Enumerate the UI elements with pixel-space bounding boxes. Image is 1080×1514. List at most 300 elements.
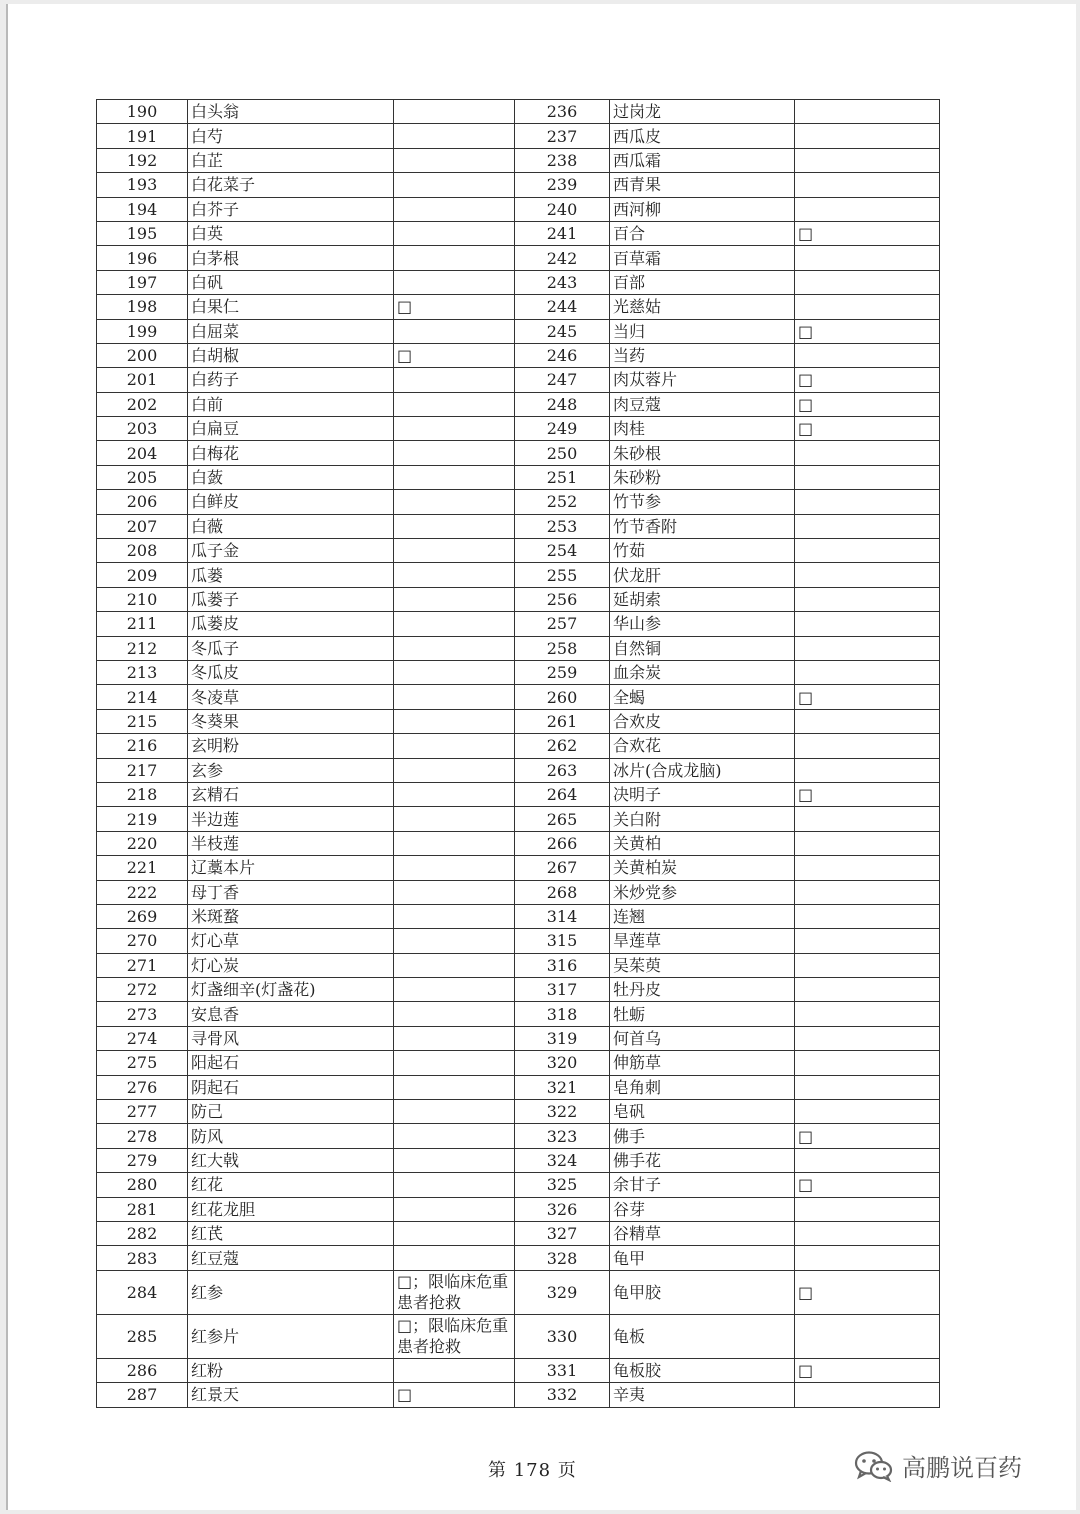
medicine-name: 瓜蒌皮 bbox=[188, 612, 394, 636]
medicine-name: 华山参 bbox=[610, 612, 795, 636]
item-number: 222 bbox=[97, 880, 188, 904]
table-row bbox=[97, 856, 940, 880]
medicine-name: 余甘子 bbox=[610, 1173, 795, 1197]
table-row bbox=[97, 1051, 940, 1075]
medicine-name: 白屈菜 bbox=[188, 319, 394, 343]
item-number: 281 bbox=[97, 1197, 188, 1221]
item-number: 258 bbox=[515, 636, 610, 660]
note-cell bbox=[795, 831, 940, 855]
medicine-name: 皂矾 bbox=[610, 1100, 795, 1124]
medicine-name: 牡丹皮 bbox=[610, 978, 795, 1002]
note-cell bbox=[795, 514, 940, 538]
medicine-name: 寻骨风 bbox=[188, 1026, 394, 1050]
medicine-name: 瓜蒌子 bbox=[188, 587, 394, 611]
table-row bbox=[97, 173, 940, 197]
item-number: 259 bbox=[515, 660, 610, 684]
note-cell: □ bbox=[394, 295, 515, 319]
medicine-name: 白胡椒 bbox=[188, 343, 394, 367]
table-row bbox=[97, 197, 940, 221]
item-number: 215 bbox=[97, 709, 188, 733]
item-number: 209 bbox=[97, 563, 188, 587]
item-number: 210 bbox=[97, 587, 188, 611]
medicine-name: 白鲜皮 bbox=[188, 490, 394, 514]
medicine-name: 关白附 bbox=[610, 807, 795, 831]
item-number: 322 bbox=[515, 1100, 610, 1124]
item-number: 279 bbox=[97, 1148, 188, 1172]
note-cell bbox=[795, 807, 940, 831]
note-cell bbox=[394, 1221, 515, 1245]
note-cell bbox=[394, 636, 515, 660]
table-row bbox=[97, 1221, 940, 1245]
medicine-name: 过岗龙 bbox=[610, 100, 795, 124]
item-number: 198 bbox=[97, 295, 188, 319]
note-cell bbox=[795, 465, 940, 489]
note-cell bbox=[795, 1148, 940, 1172]
item-number: 275 bbox=[97, 1051, 188, 1075]
note-cell: □ bbox=[795, 368, 940, 392]
note-cell bbox=[795, 734, 940, 758]
table-row bbox=[97, 295, 940, 319]
table-row bbox=[97, 1002, 940, 1026]
medicine-name: 灯盏细辛(灯盏花) bbox=[188, 978, 394, 1002]
note-cell bbox=[394, 441, 515, 465]
medicine-name: 米斑蝥 bbox=[188, 904, 394, 928]
medicine-name: 安息香 bbox=[188, 1002, 394, 1026]
note-cell bbox=[795, 758, 940, 782]
item-number: 271 bbox=[97, 953, 188, 977]
table-row bbox=[97, 1383, 940, 1407]
note-cell bbox=[394, 465, 515, 489]
table-row bbox=[97, 221, 940, 245]
note-cell bbox=[394, 953, 515, 977]
table-row bbox=[97, 100, 940, 124]
item-number: 264 bbox=[515, 782, 610, 806]
note-cell bbox=[795, 1246, 940, 1270]
item-number: 268 bbox=[515, 880, 610, 904]
note-cell bbox=[795, 124, 940, 148]
item-number: 274 bbox=[97, 1026, 188, 1050]
medicine-name: 冰片(合成龙脑) bbox=[610, 758, 795, 782]
table-row bbox=[97, 1314, 940, 1358]
note-cell bbox=[795, 539, 940, 563]
item-number: 325 bbox=[515, 1173, 610, 1197]
note-cell bbox=[394, 807, 515, 831]
table-row bbox=[97, 490, 940, 514]
item-number: 237 bbox=[515, 124, 610, 148]
table-row bbox=[97, 1100, 940, 1124]
note-cell bbox=[795, 612, 940, 636]
table-row bbox=[97, 978, 940, 1002]
wechat-icon bbox=[854, 1450, 894, 1482]
medicine-name: 白薇 bbox=[188, 514, 394, 538]
item-number: 265 bbox=[515, 807, 610, 831]
medicine-name: 延胡索 bbox=[610, 587, 795, 611]
item-number: 282 bbox=[97, 1221, 188, 1245]
item-number: 278 bbox=[97, 1124, 188, 1148]
note-cell bbox=[795, 660, 940, 684]
item-number: 238 bbox=[515, 148, 610, 172]
item-number: 248 bbox=[515, 392, 610, 416]
note-cell bbox=[394, 1075, 515, 1099]
note-cell bbox=[394, 319, 515, 343]
medicine-name: 朱砂根 bbox=[610, 441, 795, 465]
item-number: 256 bbox=[515, 587, 610, 611]
medicine-name: 龟甲 bbox=[610, 1246, 795, 1270]
medicine-name: 竹茹 bbox=[610, 539, 795, 563]
note-cell: □ bbox=[795, 392, 940, 416]
medicine-name: 冬瓜子 bbox=[188, 636, 394, 660]
table-row bbox=[97, 124, 940, 148]
note-cell bbox=[795, 197, 940, 221]
table-row bbox=[97, 563, 940, 587]
note-cell bbox=[795, 929, 940, 953]
table-row bbox=[97, 782, 940, 806]
medicine-name: 朱砂粉 bbox=[610, 465, 795, 489]
note-cell bbox=[394, 1051, 515, 1075]
watermark bbox=[854, 1448, 1022, 1483]
note-cell bbox=[394, 1002, 515, 1026]
medicine-name: 白芥子 bbox=[188, 197, 394, 221]
table-row bbox=[97, 660, 940, 684]
item-number: 221 bbox=[97, 856, 188, 880]
table-row bbox=[97, 1358, 940, 1382]
note-cell bbox=[795, 978, 940, 1002]
note-cell bbox=[394, 929, 515, 953]
note-cell bbox=[795, 1075, 940, 1099]
note-cell bbox=[795, 880, 940, 904]
medicine-name: 红豆蔻 bbox=[188, 1246, 394, 1270]
table-row bbox=[97, 441, 940, 465]
item-number: 261 bbox=[515, 709, 610, 733]
medicine-name: 谷芽 bbox=[610, 1197, 795, 1221]
medicine-name: 母丁香 bbox=[188, 880, 394, 904]
table-row bbox=[97, 1270, 940, 1314]
note-cell bbox=[394, 1148, 515, 1172]
medicine-name: 肉桂 bbox=[610, 417, 795, 441]
note-cell bbox=[394, 1197, 515, 1221]
item-number: 321 bbox=[515, 1075, 610, 1099]
table-row bbox=[97, 1246, 940, 1270]
medicine-name: 红粉 bbox=[188, 1358, 394, 1382]
table-row bbox=[97, 270, 940, 294]
medicine-name: 竹节参 bbox=[610, 490, 795, 514]
note-cell bbox=[394, 978, 515, 1002]
item-number: 196 bbox=[97, 246, 188, 270]
medicine-name: 伸筋草 bbox=[610, 1051, 795, 1075]
note-cell bbox=[795, 343, 940, 367]
medicine-name: 肉豆蔻 bbox=[610, 392, 795, 416]
table-row bbox=[97, 953, 940, 977]
note-cell bbox=[795, 246, 940, 270]
item-number: 331 bbox=[515, 1358, 610, 1382]
medicine-name: 百部 bbox=[610, 270, 795, 294]
item-number: 267 bbox=[515, 856, 610, 880]
note-cell bbox=[795, 148, 940, 172]
item-number: 255 bbox=[515, 563, 610, 587]
medicine-name: 红大戟 bbox=[188, 1148, 394, 1172]
note-cell bbox=[394, 539, 515, 563]
item-number: 273 bbox=[97, 1002, 188, 1026]
note-cell: □ bbox=[795, 1124, 940, 1148]
table-row bbox=[97, 368, 940, 392]
item-number: 211 bbox=[97, 612, 188, 636]
item-number: 192 bbox=[97, 148, 188, 172]
medicine-name: 玄参 bbox=[188, 758, 394, 782]
medicine-name: 辽藁本片 bbox=[188, 856, 394, 880]
note-cell bbox=[795, 953, 940, 977]
item-number: 240 bbox=[515, 197, 610, 221]
item-number: 251 bbox=[515, 465, 610, 489]
item-number: 203 bbox=[97, 417, 188, 441]
note-cell bbox=[394, 1173, 515, 1197]
medicine-name: 关黄柏 bbox=[610, 831, 795, 855]
medicine-name: 阳起石 bbox=[188, 1051, 394, 1075]
item-number: 276 bbox=[97, 1075, 188, 1099]
item-number: 194 bbox=[97, 197, 188, 221]
item-number: 327 bbox=[515, 1221, 610, 1245]
table-row bbox=[97, 1026, 940, 1050]
medicine-name: 血余炭 bbox=[610, 660, 795, 684]
medicine-name: 谷精草 bbox=[610, 1221, 795, 1245]
medicine-name: 佛手 bbox=[610, 1124, 795, 1148]
medicine-name: 玄精石 bbox=[188, 782, 394, 806]
note-cell bbox=[394, 782, 515, 806]
medicine-name: 冬凌草 bbox=[188, 685, 394, 709]
table-row bbox=[97, 539, 940, 563]
medicine-name: 白英 bbox=[188, 221, 394, 245]
medicine-name: 冬瓜皮 bbox=[188, 660, 394, 684]
table-row bbox=[97, 904, 940, 928]
item-number: 263 bbox=[515, 758, 610, 782]
item-number: 318 bbox=[515, 1002, 610, 1026]
medicine-name: 红参片 bbox=[188, 1314, 394, 1358]
medicine-name: 半边莲 bbox=[188, 807, 394, 831]
medicine-name: 西瓜霜 bbox=[610, 148, 795, 172]
note-cell bbox=[394, 587, 515, 611]
medicine-name: 竹节香附 bbox=[610, 514, 795, 538]
item-number: 330 bbox=[515, 1314, 610, 1358]
note-cell bbox=[795, 1100, 940, 1124]
medicine-name: 全蝎 bbox=[610, 685, 795, 709]
note-cell: □ bbox=[795, 1173, 940, 1197]
page-number: 第 178 页 bbox=[488, 1460, 577, 1481]
item-number: 250 bbox=[515, 441, 610, 465]
medicine-name: 白果仁 bbox=[188, 295, 394, 319]
note-cell bbox=[394, 758, 515, 782]
medicine-name: 当归 bbox=[610, 319, 795, 343]
item-number: 190 bbox=[97, 100, 188, 124]
medicine-name: 西青果 bbox=[610, 173, 795, 197]
medicine-name: 冬葵果 bbox=[188, 709, 394, 733]
medicine-name: 关黄柏炭 bbox=[610, 856, 795, 880]
item-number: 315 bbox=[515, 929, 610, 953]
table-row bbox=[97, 685, 940, 709]
medicine-name: 白矾 bbox=[188, 270, 394, 294]
medicine-name: 白芷 bbox=[188, 148, 394, 172]
item-number: 262 bbox=[515, 734, 610, 758]
note-cell: □ bbox=[795, 221, 940, 245]
note-cell bbox=[394, 417, 515, 441]
note-cell bbox=[394, 368, 515, 392]
item-number: 324 bbox=[515, 1148, 610, 1172]
item-number: 270 bbox=[97, 929, 188, 953]
medicine-name: 白茅根 bbox=[188, 246, 394, 270]
item-number: 317 bbox=[515, 978, 610, 1002]
table-row bbox=[97, 709, 940, 733]
item-number: 195 bbox=[97, 221, 188, 245]
note-cell bbox=[394, 197, 515, 221]
medicine-name: 白前 bbox=[188, 392, 394, 416]
item-number: 285 bbox=[97, 1314, 188, 1358]
item-number: 218 bbox=[97, 782, 188, 806]
note-cell: □ bbox=[795, 685, 940, 709]
note-cell bbox=[795, 1051, 940, 1075]
medicine-name: 白头翁 bbox=[188, 100, 394, 124]
note-cell bbox=[795, 1197, 940, 1221]
table-row bbox=[97, 1173, 940, 1197]
item-number: 277 bbox=[97, 1100, 188, 1124]
item-number: 239 bbox=[515, 173, 610, 197]
note-cell bbox=[394, 904, 515, 928]
medicine-name: 决明子 bbox=[610, 782, 795, 806]
note-cell: □ bbox=[795, 319, 940, 343]
medicine-name: 佛手花 bbox=[610, 1148, 795, 1172]
medicine-name: 灯心草 bbox=[188, 929, 394, 953]
item-number: 236 bbox=[515, 100, 610, 124]
note-cell bbox=[394, 490, 515, 514]
note-cell bbox=[394, 880, 515, 904]
medicine-name: 西瓜皮 bbox=[610, 124, 795, 148]
medicine-name: 红景天 bbox=[188, 1383, 394, 1407]
note-cell bbox=[394, 100, 515, 124]
medicine-name: 百草霜 bbox=[610, 246, 795, 270]
medicine-name: 合欢花 bbox=[610, 734, 795, 758]
table-row bbox=[97, 1197, 940, 1221]
table-row bbox=[97, 465, 940, 489]
table-row bbox=[97, 831, 940, 855]
medicine-name: 牡蛎 bbox=[610, 1002, 795, 1026]
medicine-name: 米炒党参 bbox=[610, 880, 795, 904]
note-cell bbox=[394, 734, 515, 758]
item-number: 214 bbox=[97, 685, 188, 709]
medicine-name: 白蔹 bbox=[188, 465, 394, 489]
medicine-name: 连翘 bbox=[610, 904, 795, 928]
note-cell bbox=[795, 441, 940, 465]
note-cell bbox=[795, 1002, 940, 1026]
note-cell bbox=[394, 1246, 515, 1270]
item-number: 280 bbox=[97, 1173, 188, 1197]
note-cell bbox=[394, 124, 515, 148]
note-cell bbox=[394, 148, 515, 172]
medicine-name: 灯心炭 bbox=[188, 953, 394, 977]
note-cell: □ bbox=[795, 782, 940, 806]
medicine-name: 半枝莲 bbox=[188, 831, 394, 855]
medicine-name: 红芪 bbox=[188, 1221, 394, 1245]
note-cell bbox=[795, 636, 940, 660]
item-number: 197 bbox=[97, 270, 188, 294]
note-cell bbox=[394, 221, 515, 245]
item-number: 241 bbox=[515, 221, 610, 245]
note-cell bbox=[795, 856, 940, 880]
medicine-name: 玄明粉 bbox=[188, 734, 394, 758]
note-cell: □ bbox=[394, 343, 515, 367]
item-number: 326 bbox=[515, 1197, 610, 1221]
item-number: 283 bbox=[97, 1246, 188, 1270]
item-number: 193 bbox=[97, 173, 188, 197]
note-cell bbox=[394, 660, 515, 684]
medicine-name: 西河柳 bbox=[610, 197, 795, 221]
note-cell bbox=[795, 295, 940, 319]
item-number: 242 bbox=[515, 246, 610, 270]
item-number: 206 bbox=[97, 490, 188, 514]
note-cell bbox=[394, 685, 515, 709]
item-number: 207 bbox=[97, 514, 188, 538]
watermark-text: 高鹏说百药 bbox=[902, 1454, 1022, 1482]
medicine-name: 白芍 bbox=[188, 124, 394, 148]
item-number: 212 bbox=[97, 636, 188, 660]
item-number: 314 bbox=[515, 904, 610, 928]
medicine-name: 白药子 bbox=[188, 368, 394, 392]
item-number: 204 bbox=[97, 441, 188, 465]
item-number: 191 bbox=[97, 124, 188, 148]
note-cell: □ bbox=[795, 417, 940, 441]
item-number: 201 bbox=[97, 368, 188, 392]
note-cell bbox=[394, 246, 515, 270]
table-row bbox=[97, 1148, 940, 1172]
table-row bbox=[97, 612, 940, 636]
item-number: 200 bbox=[97, 343, 188, 367]
item-number: 269 bbox=[97, 904, 188, 928]
medicine-name: 旱莲草 bbox=[610, 929, 795, 953]
item-number: 252 bbox=[515, 490, 610, 514]
item-number: 328 bbox=[515, 1246, 610, 1270]
item-number: 247 bbox=[515, 368, 610, 392]
medicine-name: 瓜蒌 bbox=[188, 563, 394, 587]
item-number: 257 bbox=[515, 612, 610, 636]
note-cell bbox=[795, 100, 940, 124]
table-row bbox=[97, 587, 940, 611]
medicine-name: 肉苁蓉片 bbox=[610, 368, 795, 392]
note-cell: □ bbox=[795, 1358, 940, 1382]
note-cell bbox=[795, 490, 940, 514]
document-page bbox=[6, 4, 1076, 1510]
table-row bbox=[97, 734, 940, 758]
item-number: 199 bbox=[97, 319, 188, 343]
medicine-name: 百合 bbox=[610, 221, 795, 245]
medicine-name: 当药 bbox=[610, 343, 795, 367]
item-number: 332 bbox=[515, 1383, 610, 1407]
table-row bbox=[97, 392, 940, 416]
note-cell bbox=[394, 1124, 515, 1148]
item-number: 260 bbox=[515, 685, 610, 709]
item-number: 219 bbox=[97, 807, 188, 831]
item-number: 244 bbox=[515, 295, 610, 319]
note-cell bbox=[394, 514, 515, 538]
note-cell bbox=[795, 709, 940, 733]
table-row bbox=[97, 319, 940, 343]
note-cell bbox=[795, 587, 940, 611]
note-cell bbox=[795, 173, 940, 197]
note-cell: □ bbox=[795, 1270, 940, 1314]
medicine-name: 红参 bbox=[188, 1270, 394, 1314]
note-cell bbox=[795, 904, 940, 928]
item-number: 272 bbox=[97, 978, 188, 1002]
medicine-name: 白花菜子 bbox=[188, 173, 394, 197]
item-number: 246 bbox=[515, 343, 610, 367]
table-row bbox=[97, 343, 940, 367]
medicine-name: 合欢皮 bbox=[610, 709, 795, 733]
item-number: 217 bbox=[97, 758, 188, 782]
